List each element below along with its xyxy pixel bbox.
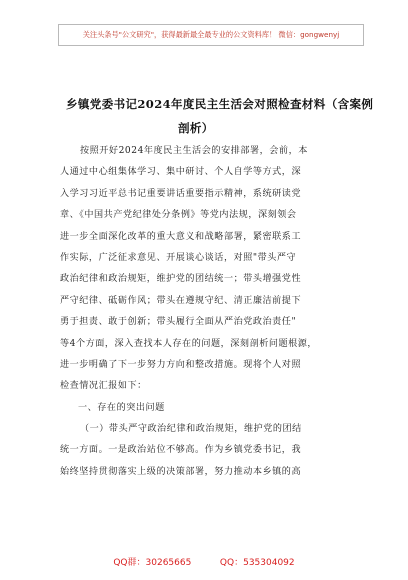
- body-line: 勇于担责、敢于创新；带头履行全面从严治党政治责任": [60, 317, 297, 328]
- body-line: 入学习习近平总书记重要讲话重要指示精神，系统研读党: [60, 188, 302, 199]
- body-line: 章、《中国共产党纪律处分条例》等党内法规，深刻领会: [60, 210, 297, 221]
- body-line: 按照开好2024年度民主生活会的安排部署，会前，本: [80, 146, 308, 156]
- body-line: 严守纪律、砥砺作风；带头在遵规守纪、清正廉洁前提下: [60, 295, 302, 306]
- document-body: [60, 141, 360, 483]
- section-heading: 一、存在的突出问题: [78, 402, 165, 413]
- body-line: 检查情况汇报如下：: [60, 381, 147, 392]
- body-line: 政治纪律和政治规矩，维护党的团结统一；带头增强党性: [60, 274, 302, 285]
- body-line: 等4个方面，深入查找本人存在的问题，深刻剖析问题根源，: [60, 338, 318, 349]
- body-line: 统一方面。一是政治站位不够高。作为乡镇党委书记，我: [60, 445, 302, 456]
- document-title: 乡镇党委书记2024年度民主生活会对照检查材料（含案例: [66, 97, 374, 111]
- body-line: 进一步全面深化改革的重大意义和战略部署，紧密联系工: [60, 231, 302, 242]
- body-line: 作实际，广泛征求意见、开展谈心谈话，对照"带头严守: [60, 252, 297, 263]
- contact-footer-text: QQ群：30265665 QQ：535304092: [113, 558, 295, 568]
- body-line: （一）带头严守政治纪律和政治规矩，维护党的团结: [80, 424, 302, 435]
- body-line: 始终坚持贯彻落实上级的决策部署，努力推动本乡镇的高: [60, 466, 302, 477]
- body-line: 进一步明确了下一步努力方向和整改措施。现将个人对照: [60, 359, 302, 370]
- document-title-continued: 剖析）: [178, 121, 214, 135]
- promo-banner: [58, 24, 364, 46]
- promo-banner-text: 关注头条号"公文研究"，获得最新最全最专业的公文资料库！ 微信：gongwenyj: [82, 30, 340, 39]
- body-line: 人通过中心组集体学习、集中研讨、个人自学等方式，深: [60, 167, 302, 178]
- contact-footer: [0, 555, 408, 568]
